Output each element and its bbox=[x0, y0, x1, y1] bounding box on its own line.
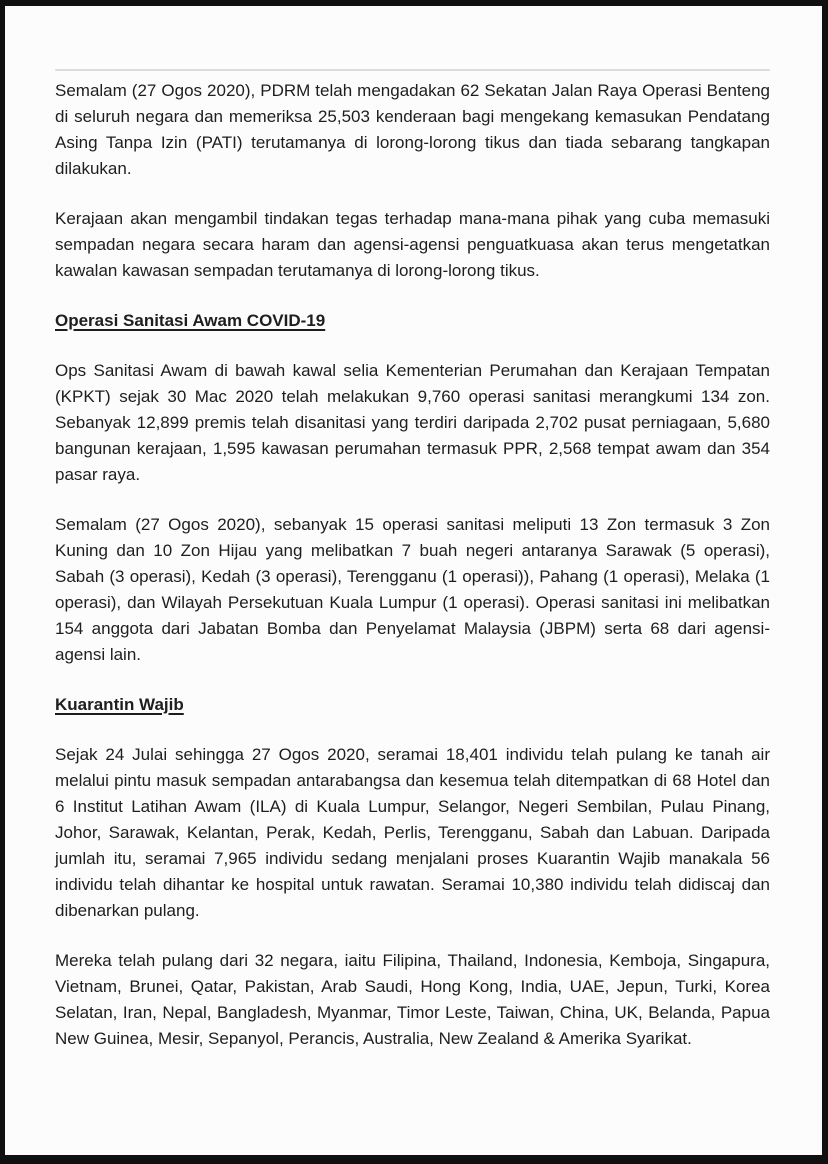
paragraph-sanitasi-yesterday-operations: Semalam (27 Ogos 2020), sebanyak 15 operasi sanitasi meliputi 13 Zon termasuk 3 Zon Kuning dan 10 Zon Hijau yang melibatkan 7 buah negeri antaranya Sarawak (5 operasi), Sabah (3 operasi), Kedah (3 operasi), Terengganu (1 operasi)), Pahang (1 operasi), Melaka (1 operasi), dan Wilayah Persekutuan Kuala Lumpur (1 operasi). Operasi sanitasi ini melibatkan 154 anggota dari Jabatan Bomba dan Penyelamat Malaysia (JBPM) serta 68 dari agensi-agensi lain. bbox=[55, 515, 770, 664]
paragraph-pdrm-roadblocks: Semalam (27 Ogos 2020), PDRM telah mengadakan 62 Sekatan Jalan Raya Operasi Benteng di seluruh negara dan memeriksa 25,503 kenderaan bagi mengekang kemasukan Pendatang Asing Tanpa Izin (PATI) terutamanya di lorong-lorong tikus dan tiada sebarang tangkapan dilakukan. bbox=[55, 81, 770, 178]
heading-operasi-sanitasi-awam: Operasi Sanitasi Awam COVID-19 bbox=[55, 311, 326, 330]
page-content bbox=[5, 6, 822, 1052]
paragraph-ops-sanitasi-statistics: Ops Sanitasi Awam di bawah kawal selia Kementerian Perumahan dan Kerajaan Tempatan (KPKT) sejak 30 Mac 2020 telah melakukan 9,760 operasi sanitasi merangkumi 134 zon. Sebanyak 12,899 premis telah disanitasi yang terdiri daripada 2,702 pusat perniagaan, 5,680 bangunan kerajaan, 1,595 kawasan perumahan termasuk PPR, 2,568 tempat awam dan 354 pasar raya. bbox=[55, 361, 770, 484]
document-page bbox=[5, 6, 822, 1155]
top-separator-line bbox=[55, 69, 770, 71]
paragraph-quarantine-statistics: Sejak 24 Julai sehingga 27 Ogos 2020, seramai 18,401 individu telah pulang ke tanah air melalui pintu masuk sempadan antarabangsa dan kesemua telah ditempatkan di 68 Hotel dan 6 Institut Latihan Awam (ILA) di Kuala Lumpur, Selangor, Negeri Sembilan, Pulau Pinang, Johor, Sarawak, Kelantan, Perak, Kedah, Perlis, Terengganu, Sabah dan Labuan. Daripada jumlah itu, seramai 7,965 individu sedang menjalani proses Kuarantin Wajib manakala 56 individu telah dihantar ke hospital untuk rawatan. Seramai 10,380 individu telah didiscaj dan dibenarkan pulang. bbox=[55, 745, 770, 920]
paragraph-countries-of-return: Mereka telah pulang dari 32 negara, iaitu Filipina, Thailand, Indonesia, Kemboja, Singapura, Vietnam, Brunei, Qatar, Pakistan, Arab Saudi, Hong Kong, India, UAE, Jepun, Turki, Korea Selatan, Iran, Nepal, Bangladesh, Myanmar, Timor Leste, Taiwan, China, UK, Belanda, Papua New Guinea, Mesir, Sepanyol, Perancis, Australia, New Zealand & Amerika Syarikat. bbox=[55, 951, 770, 1048]
paragraph-government-enforcement: Kerajaan akan mengambil tindakan tegas terhadap mana-mana pihak yang cuba memasuki sempadan negara secara haram dan agensi-agensi penguatkuasa akan terus mengetatkan kawalan kawasan sempadan terutamanya di lorong-lorong tikus. bbox=[55, 209, 770, 280]
heading-kuarantin-wajib: Kuarantin Wajib bbox=[55, 695, 184, 714]
